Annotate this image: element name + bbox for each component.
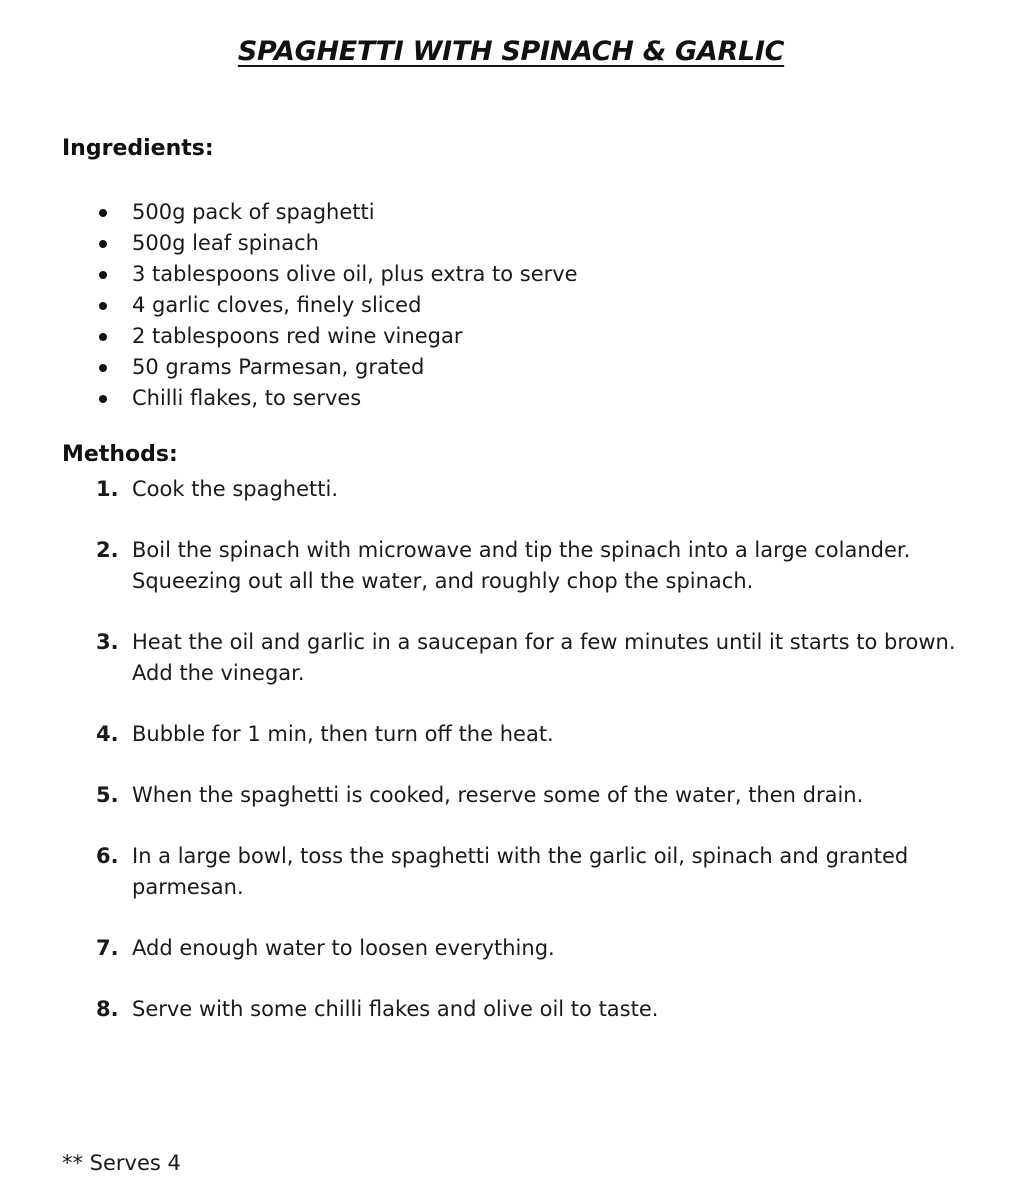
method-step — [96, 535, 976, 597]
step-text: In a large bowl, toss the spaghetti with the garlic oil, spinach and granted parmesan. — [132, 844, 909, 899]
ingredient-item — [96, 228, 578, 259]
method-step — [96, 994, 976, 1025]
bullet-icon — [99, 333, 107, 341]
page-title: SPAGHETTI WITH SPINACH & GARLIC — [237, 36, 785, 67]
step-text: Cook the spaghetti. — [132, 477, 339, 501]
method-step — [96, 780, 976, 811]
ingredient-item — [96, 259, 578, 290]
method-step — [96, 841, 976, 903]
methods-heading: Methods: — [62, 442, 178, 467]
step-number: 2. — [96, 538, 119, 562]
serves-note: ** Serves 4 — [62, 1151, 181, 1175]
step-number: 5. — [96, 783, 119, 807]
ingredient-text: 500g leaf spinach — [132, 231, 319, 255]
step-number: 3. — [96, 630, 119, 654]
step-text: Heat the oil and garlic in a saucepan for a few minutes until it starts to brown. Add the vinegar. — [132, 630, 956, 685]
ingredient-text: 3 tablespoons olive oil, plus extra to serve — [132, 262, 578, 286]
method-step — [96, 627, 976, 689]
bullet-icon — [99, 240, 107, 248]
ingredient-item — [96, 321, 578, 352]
bullet-icon — [99, 271, 107, 279]
ingredient-item — [96, 352, 578, 383]
ingredient-text: Chilli flakes, to serves — [132, 386, 362, 410]
step-number: 1. — [96, 477, 119, 501]
step-number: 7. — [96, 936, 119, 960]
step-text: Serve with some chilli flakes and olive oil to taste. — [132, 997, 659, 1021]
bullet-icon — [99, 364, 107, 372]
step-text: Boil the spinach with microwave and tip the spinach into a large colander. Squeezing out all the water, and roughly chop the spinach. — [132, 538, 911, 593]
step-number: 6. — [96, 844, 119, 868]
step-number: 4. — [96, 722, 119, 746]
step-text: Bubble for 1 min, then turn off the heat. — [132, 722, 554, 746]
ingredient-text: 4 garlic cloves, finely sliced — [132, 293, 422, 317]
bullet-icon — [99, 302, 107, 310]
bullet-icon — [99, 395, 107, 403]
method-step — [96, 933, 976, 964]
ingredient-text: 2 tablespoons red wine vinegar — [132, 324, 463, 348]
ingredient-text: 50 grams Parmesan, grated — [132, 355, 425, 379]
step-number: 8. — [96, 997, 119, 1021]
ingredients-heading: Ingredients: — [62, 136, 214, 161]
method-step — [96, 474, 976, 505]
method-step — [96, 719, 976, 750]
step-text: When the spaghetti is cooked, reserve some of the water, then drain. — [132, 783, 864, 807]
ingredients-list — [96, 197, 578, 414]
ingredient-item — [96, 197, 578, 228]
methods-list — [96, 474, 976, 1055]
ingredient-text: 500g pack of spaghetti — [132, 200, 375, 224]
bullet-icon — [99, 209, 107, 217]
step-text: Add enough water to loosen everything. — [132, 936, 555, 960]
ingredient-item — [96, 290, 578, 321]
ingredient-item — [96, 383, 578, 414]
